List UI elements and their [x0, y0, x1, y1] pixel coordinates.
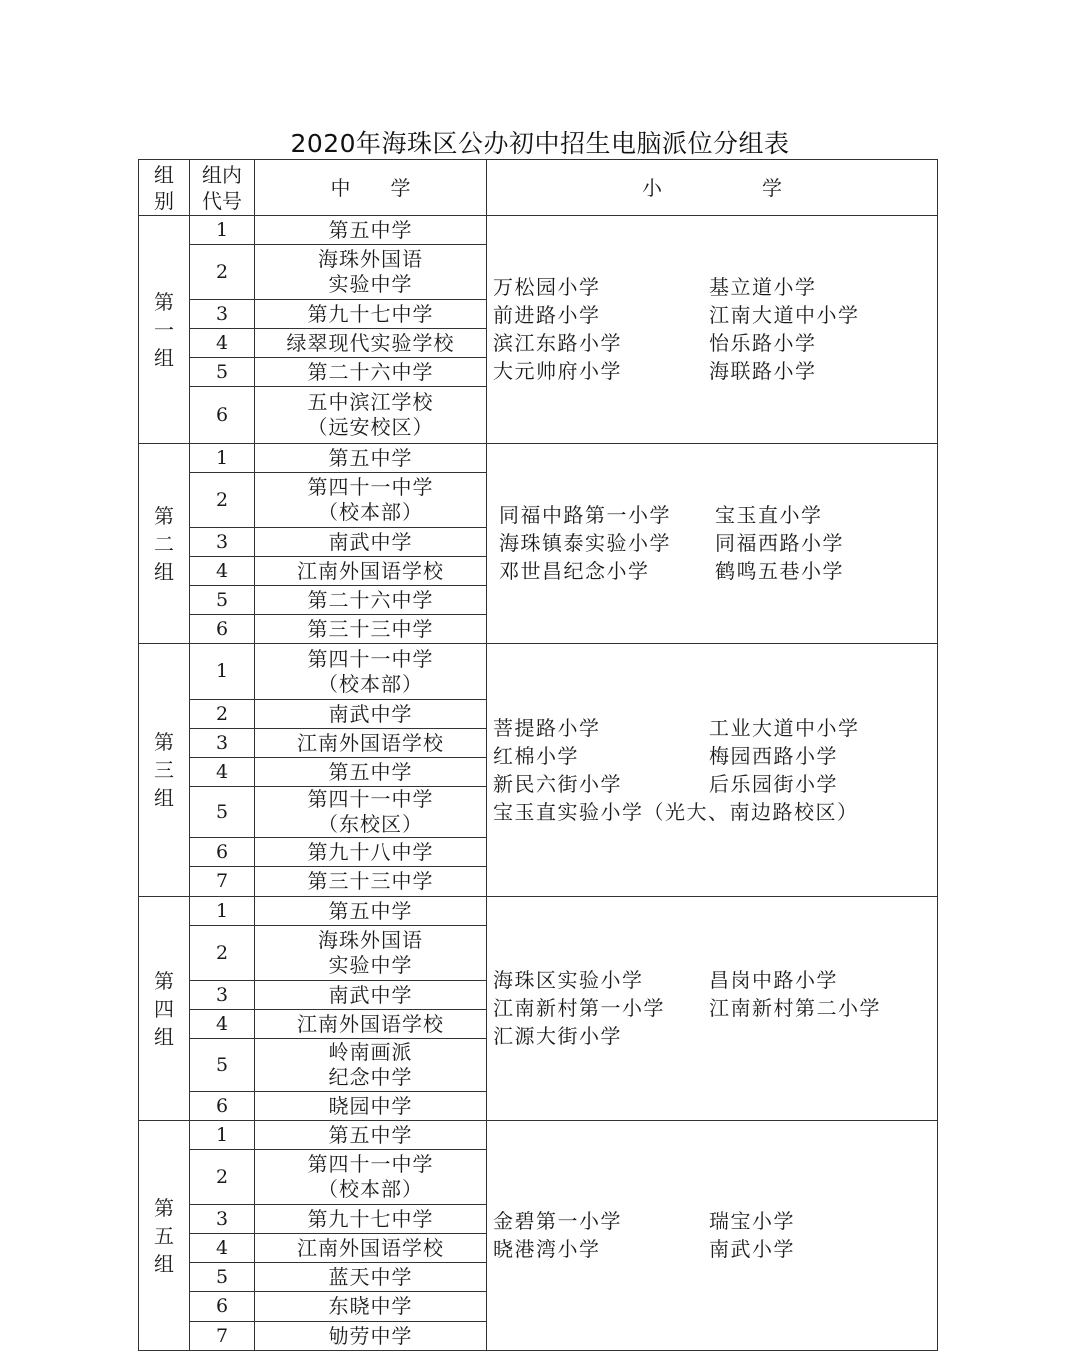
middle-school-cell: [255, 245, 487, 300]
group-label: [139, 1121, 190, 1351]
middle-school-name: 第四十一中学: [307, 1152, 434, 1176]
primary-school-name: 江南新村第二小学: [709, 996, 881, 1020]
group-code: 7: [190, 867, 255, 897]
group-label-char: 第: [154, 289, 174, 314]
middle-school-cell: [255, 615, 487, 644]
middle-school-name: 南武中学: [328, 701, 413, 726]
primary-school-list: [493, 968, 937, 1049]
middle-school-name: 江南外国语学校: [297, 1011, 444, 1036]
middle-school-name: 南武中学: [328, 529, 413, 554]
group-label-char: 第: [154, 968, 174, 993]
group-code: 4: [190, 557, 255, 586]
primary-school-name: 邓世昌纪念小学: [499, 559, 650, 583]
primary-school-name: 江南新村第一小学: [493, 996, 665, 1020]
middle-school-name: 纪念中学: [328, 1065, 413, 1089]
primary-school-list: [493, 1209, 937, 1262]
middle-school-name: 江南外国语学校: [297, 1235, 444, 1260]
middle-school-name: 第五中学: [328, 217, 413, 242]
middle-school-name: 蓝天中学: [328, 1264, 413, 1289]
primary-school-name: 宝玉直实验小学（光大、南边路校区）: [493, 799, 859, 824]
group-code: 2: [190, 700, 255, 729]
middle-school-cell: [255, 867, 487, 897]
middle-school-name: 第四十一中学: [307, 646, 434, 671]
group-label-char: 五: [154, 1223, 174, 1248]
primary-school-name: 怡乐路小学: [709, 331, 817, 355]
middle-school-name: 南武中学: [328, 982, 413, 1007]
middle-school-name: 第二十六中学: [307, 587, 434, 612]
primary-school-name: 滨江东路小学: [493, 331, 622, 355]
group-label-char: 第: [154, 503, 174, 528]
group-code: 2: [190, 245, 255, 300]
primary-schools-cell: [487, 897, 938, 1121]
group-label-char: 组: [154, 559, 174, 584]
table-row: [139, 897, 938, 926]
group-code: 5: [190, 586, 255, 615]
middle-school-cell: [255, 838, 487, 867]
group-code: 6: [190, 838, 255, 867]
header-group: [139, 160, 190, 216]
middle-school-name: （校本部）: [318, 671, 423, 696]
group-label-char: 组: [154, 786, 174, 810]
middle-school-cell: [255, 557, 487, 586]
middle-school-name: （校本部）: [318, 500, 423, 524]
header-code-line1: 组内: [202, 162, 242, 187]
group-code: 3: [190, 528, 255, 557]
middle-school-name: 第五中学: [328, 898, 413, 923]
middle-school-cell: [255, 1150, 487, 1205]
group-label: [139, 216, 190, 444]
middle-school-cell: [255, 758, 487, 787]
middle-school-name: 海珠外国语: [318, 928, 423, 952]
primary-school-name: 梅园西路小学: [709, 743, 838, 768]
group-code: 1: [190, 444, 255, 473]
header-primary-school: 小 学: [487, 160, 938, 216]
primary-school-name: 瑞宝小学: [709, 1209, 795, 1233]
middle-school-name: 第四十一中学: [307, 475, 434, 499]
middle-school-cell: [255, 1205, 487, 1234]
group-code: 7: [190, 1322, 255, 1351]
group-code: 4: [190, 329, 255, 358]
group-code: 5: [190, 358, 255, 387]
group-label-char: 二: [154, 531, 174, 556]
header-group-line1: 组: [154, 162, 174, 187]
group-code: 6: [190, 615, 255, 644]
group-code: 5: [190, 1263, 255, 1292]
group-code: 4: [190, 1234, 255, 1263]
middle-school-name: 第九十七中学: [307, 1206, 434, 1231]
group-label-char: 第: [154, 1195, 174, 1220]
table-row: [139, 444, 938, 473]
primary-school-name: 同福中路第一小学: [499, 503, 671, 527]
table-header-row: [139, 160, 938, 216]
primary-schools-cell: [487, 644, 938, 897]
header-middle-school: 中 学: [255, 160, 487, 216]
middle-school-name: 绿翠现代实验学校: [286, 330, 455, 355]
group-code: 1: [190, 897, 255, 926]
group-label-char: 组: [154, 1251, 174, 1276]
group-code: 1: [190, 216, 255, 245]
middle-school-name: 第三十三中学: [307, 616, 434, 641]
middle-school-cell: [255, 787, 487, 838]
middle-school-cell: [255, 300, 487, 329]
middle-school-cell: [255, 473, 487, 528]
middle-school-name: 劬劳中学: [328, 1323, 413, 1348]
middle-school-name: 岭南画派: [328, 1040, 413, 1064]
group-code: 1: [190, 644, 255, 700]
middle-school-cell: [255, 729, 487, 758]
primary-school-name: 前进路小学: [493, 303, 601, 327]
group-label: [139, 897, 190, 1121]
group-code: 3: [190, 300, 255, 329]
primary-school-name: 江南大道中小学: [709, 303, 860, 327]
middle-school-cell: [255, 1292, 487, 1322]
group-code: 3: [190, 729, 255, 758]
primary-school-name: 鹤鸣五巷小学: [715, 559, 844, 583]
primary-school-name: 后乐园街小学: [709, 771, 838, 796]
group-label-char: 组: [154, 1024, 174, 1049]
middle-school-cell: [255, 1121, 487, 1150]
primary-school-name: 晓港湾小学: [493, 1237, 601, 1261]
middle-school-name: 第二十六中学: [307, 359, 434, 384]
middle-school-name: （远安校区）: [307, 415, 434, 439]
table-row: [139, 644, 938, 700]
middle-school-cell: [255, 444, 487, 473]
middle-school-cell: [255, 1234, 487, 1263]
header-code-line2: 代号: [202, 188, 242, 213]
group-code: 5: [190, 1039, 255, 1092]
primary-school-list: [493, 275, 937, 384]
middle-school-cell: [255, 926, 487, 981]
table-row: [139, 216, 938, 245]
primary-schools-cell: [487, 444, 938, 644]
primary-schools-cell: [487, 216, 938, 444]
middle-school-name: 东晓中学: [328, 1294, 413, 1318]
group-label: [139, 444, 190, 644]
primary-school-name: 海珠镇泰实验小学: [499, 531, 671, 555]
primary-school-name: 同福西路小学: [715, 531, 844, 555]
group-code: 6: [190, 387, 255, 444]
primary-school-name: 金碧第一小学: [493, 1209, 622, 1233]
group-label-char: 一: [154, 317, 174, 342]
middle-school-cell: [255, 1092, 487, 1121]
primary-schools-cell: [487, 1121, 938, 1351]
group-code: 6: [190, 1292, 255, 1322]
middle-school-cell: [255, 981, 487, 1010]
group-label-char: 组: [154, 345, 174, 370]
group-code: 2: [190, 1150, 255, 1205]
group-label: [139, 644, 190, 897]
primary-school-name: 海联路小学: [709, 359, 817, 383]
middle-school-cell: [255, 387, 487, 444]
primary-school-name: 工业大道中小学: [709, 715, 860, 740]
primary-school-name: 基立道小学: [709, 275, 817, 299]
middle-school-name: 晓园中学: [328, 1093, 413, 1118]
primary-school-name: 菩提路小学: [493, 715, 601, 740]
middle-school-name: 第五中学: [328, 759, 413, 784]
group-label-char: 四: [154, 996, 174, 1021]
middle-school-name: （东校区）: [318, 812, 423, 836]
primary-school-name: 新民六街小学: [493, 771, 622, 796]
header-code: [190, 160, 255, 216]
group-code: 3: [190, 1205, 255, 1234]
primary-school-list: [499, 503, 937, 584]
middle-school-name: 第三十三中学: [307, 869, 434, 893]
middle-school-name: 五中滨江学校: [307, 390, 434, 414]
middle-school-cell: [255, 897, 487, 926]
middle-school-name: 实验中学: [328, 272, 413, 296]
middle-school-name: 第五中学: [328, 1122, 413, 1147]
middle-school-cell: [255, 586, 487, 615]
primary-school-name: 汇源大街小学: [493, 1024, 622, 1048]
middle-school-cell: [255, 1039, 487, 1092]
middle-school-name: 第四十一中学: [307, 787, 434, 811]
primary-school-name: 昌岗中路小学: [709, 968, 838, 992]
group-label-char: 第: [154, 730, 174, 754]
group-code: 2: [190, 473, 255, 528]
primary-school-name: 大元帅府小学: [493, 359, 622, 383]
middle-school-cell: [255, 700, 487, 729]
primary-school-list: [493, 716, 937, 825]
middle-school-cell: [255, 216, 487, 245]
group-label-char: 三: [154, 758, 174, 782]
header-group-line2: 别: [154, 188, 174, 213]
middle-school-name: 第五中学: [328, 445, 413, 470]
middle-school-cell: [255, 1010, 487, 1039]
middle-school-cell: [255, 1263, 487, 1292]
group-code: 6: [190, 1092, 255, 1121]
middle-school-cell: [255, 329, 487, 358]
middle-school-name: （校本部）: [318, 1177, 423, 1201]
group-code: 2: [190, 926, 255, 981]
table-row: [139, 1121, 938, 1150]
page-title: 2020年海珠区公办初中招生电脑派位分组表: [290, 129, 790, 158]
middle-school-name: 江南外国语学校: [297, 558, 444, 583]
group-code: 1: [190, 1121, 255, 1150]
middle-school-name: 实验中学: [328, 953, 413, 977]
primary-school-name: 宝玉直小学: [715, 503, 823, 527]
allocation-table: [138, 159, 938, 1351]
group-code: 3: [190, 981, 255, 1010]
middle-school-cell: [255, 358, 487, 387]
middle-school-name: 第九十八中学: [307, 839, 434, 864]
middle-school-cell: [255, 528, 487, 557]
group-code: 4: [190, 758, 255, 787]
middle-school-name: 第九十七中学: [307, 301, 434, 326]
primary-school-name: 海珠区实验小学: [493, 968, 644, 992]
middle-school-cell: [255, 1322, 487, 1351]
primary-school-name: 南武小学: [709, 1237, 795, 1261]
middle-school-name: 江南外国语学校: [297, 730, 444, 755]
group-code: 4: [190, 1010, 255, 1039]
primary-school-name: 万松园小学: [493, 275, 601, 299]
primary-school-name: 红棉小学: [493, 743, 579, 768]
group-code: 5: [190, 787, 255, 838]
middle-school-name: 海珠外国语: [318, 247, 423, 271]
middle-school-cell: [255, 644, 487, 700]
